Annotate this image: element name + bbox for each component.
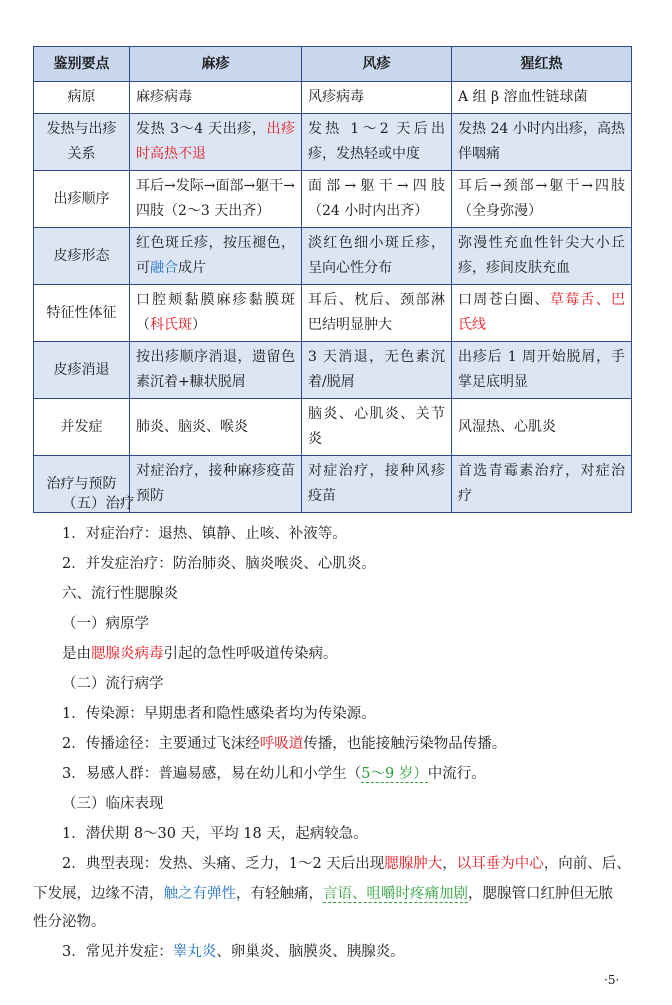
cell-text: 发热 3～4 天出疹， [136,121,267,137]
cell-text: 红色斑丘疹，按压褪色，可 [136,235,295,276]
table-row [34,342,632,399]
paragraph-line: 1．潜伏期 8～30 天，平均 18 天，起病较急。 [62,826,368,842]
line-text: ，有轻触痛， [236,886,323,902]
comparison-table [33,46,632,513]
table-header-cell: 风疹 [302,47,452,82]
highlight-text: 以耳垂为中心 [456,856,544,872]
paragraph-line: 2．并发症治疗：防治肺炎、脑炎喉炎、心肌炎。 [62,556,376,572]
cell-text: ） [192,317,206,333]
line-text: 、卵巢炎、脑膜炎、胰腺炎。 [216,944,405,960]
table-cell: 对症治疗，接种麻疹疫苗预防 [130,456,302,513]
table-row [34,228,632,285]
highlight-text: 腮腺肿大 [384,856,443,872]
table-row [34,171,632,228]
table-cell: 发热 1～2 天后出疹，发热轻或中度 [302,114,452,171]
paragraph-line [62,854,631,874]
line-text: ， [442,856,457,872]
section-heading: （一）病原学 [62,616,149,632]
row-label: 病原 [34,82,130,114]
highlight-text: 言语、咀嚼时疼痛加剧 [323,886,468,902]
highlight-text: 科氏斑 [150,317,192,333]
row-label: 发热与出疹关系 [34,114,130,171]
section-heading: （五）治疗 [62,496,135,512]
highlight-text: 融合 [150,260,178,276]
row-label: 皮疹形态 [34,228,130,285]
cell-text: 成片 [178,260,206,276]
table-cell: 肺炎、脑炎、喉炎 [130,399,302,456]
paragraph-line: 1．对症治疗：退热、镇静、止咳、补液等。 [62,526,347,542]
table-cell: 弥漫性充血性针尖大小丘疹，疹间皮肤充血 [452,228,632,285]
table-cell: 出疹后 1 周开始脱屑，手掌足底明显 [452,342,632,399]
table-cell [452,285,632,342]
section-heading: （二）流行病学 [62,676,164,692]
table-row [34,285,632,342]
table-cell [130,285,302,342]
line-text: 2．典型表现：发热、头痛、乏力，1～2 天后出现 [62,856,385,872]
line-text: 传播，也能接触污染物品传播。 [303,736,507,752]
cell-text: 口腔颊黏膜麻疹黏膜斑（ [136,292,295,333]
line-text: ，腮腺管口红肿但无脓 [468,886,613,902]
table-cell: 3 天消退，无色素沉着/脱屑 [302,342,452,399]
table-cell: 按出疹顺序消退，遗留色素沉着+糠状脱屑 [130,342,302,399]
table-cell: 对症治疗，接种风疹疫苗 [302,456,452,513]
table-cell: 首选青霉素治疗，对症治疗 [452,456,632,513]
section-heading: 六、流行性腮腺炎 [62,586,178,602]
line-text: 中流行。 [427,766,486,782]
row-label: 特征性体征 [34,285,130,342]
table-header-row [34,47,632,82]
paragraph-line [62,734,506,754]
table-cell: 发热 24 小时内出疹，高热伴咽痛 [452,114,632,171]
table-cell: A 组 β 溶血性链球菌 [452,82,632,114]
table-header-cell: 鉴别要点 [34,47,130,82]
paragraph-line [62,644,338,664]
table-cell: 麻疹病毒 [130,82,302,114]
line-text: 3．易感人群：普遍易感，易在幼儿和小学生（ [62,766,362,782]
row-label: 治疗与预防 [34,456,130,513]
table-header-cell: 猩红热 [452,47,632,82]
paragraph-line [62,764,486,784]
section-heading: （三）临床表现 [62,796,164,812]
table-row [34,399,632,456]
table-row [34,114,632,171]
cell-text: 口周苍白圈、 [458,292,550,308]
line-text: 是由 [62,646,91,662]
table-cell: 耳后、枕后、颈部淋巴结明显肿大 [302,285,452,342]
highlight-text: 睾丸炎 [172,944,217,960]
table-cell: 耳后→发际→面部→躯干→四肢（2～3 天出齐） [130,171,302,228]
highlight-text: 触之有弹性 [163,886,236,902]
table-cell: 淡红色细小斑丘疹，呈向心性分布 [302,228,452,285]
line-text: 引起的急性呼吸道传染病。 [163,646,338,662]
paragraph-line: 性分泌物。 [33,914,106,930]
table-row [34,82,632,114]
table-cell: 脑炎、心肌炎、关节炎 [302,399,452,456]
highlight-text: 草莓舌、巴氏线 [458,292,626,333]
paragraph-line [62,942,405,962]
highlight-text: 腮腺炎病毒 [91,646,164,662]
row-label: 并发症 [34,399,130,456]
table-cell: 风湿热、心肌炎 [452,399,632,456]
table-cell: 耳后→颈部→躯干→四肢（全身弥漫） [452,171,632,228]
page-number: ·5· [604,973,620,987]
highlight-text: 5～9 岁） [361,766,428,782]
highlight-text: 出疹时高热不退 [136,121,296,162]
table-cell [130,114,302,171]
table-cell [130,228,302,285]
highlight-text: 呼吸道 [259,736,304,752]
paragraph-line: 1．传染源：早期患者和隐性感染者均为传染源。 [62,706,376,722]
table-cell: 风疹病毒 [302,82,452,114]
line-text: ，向前、后、 [543,856,631,872]
table-cell: 面部→躯干→四肢（24 小时内出齐） [302,171,452,228]
paragraph-line [33,884,613,904]
row-label: 出疹顺序 [34,171,130,228]
line-text: 3．常见并发症： [62,944,173,960]
line-text: 2．传播途径：主要通过飞沫经 [62,736,260,752]
table-header-cell: 麻疹 [130,47,302,82]
row-label: 皮疹消退 [34,342,130,399]
line-text: 下发展，边缘不清， [33,886,164,902]
